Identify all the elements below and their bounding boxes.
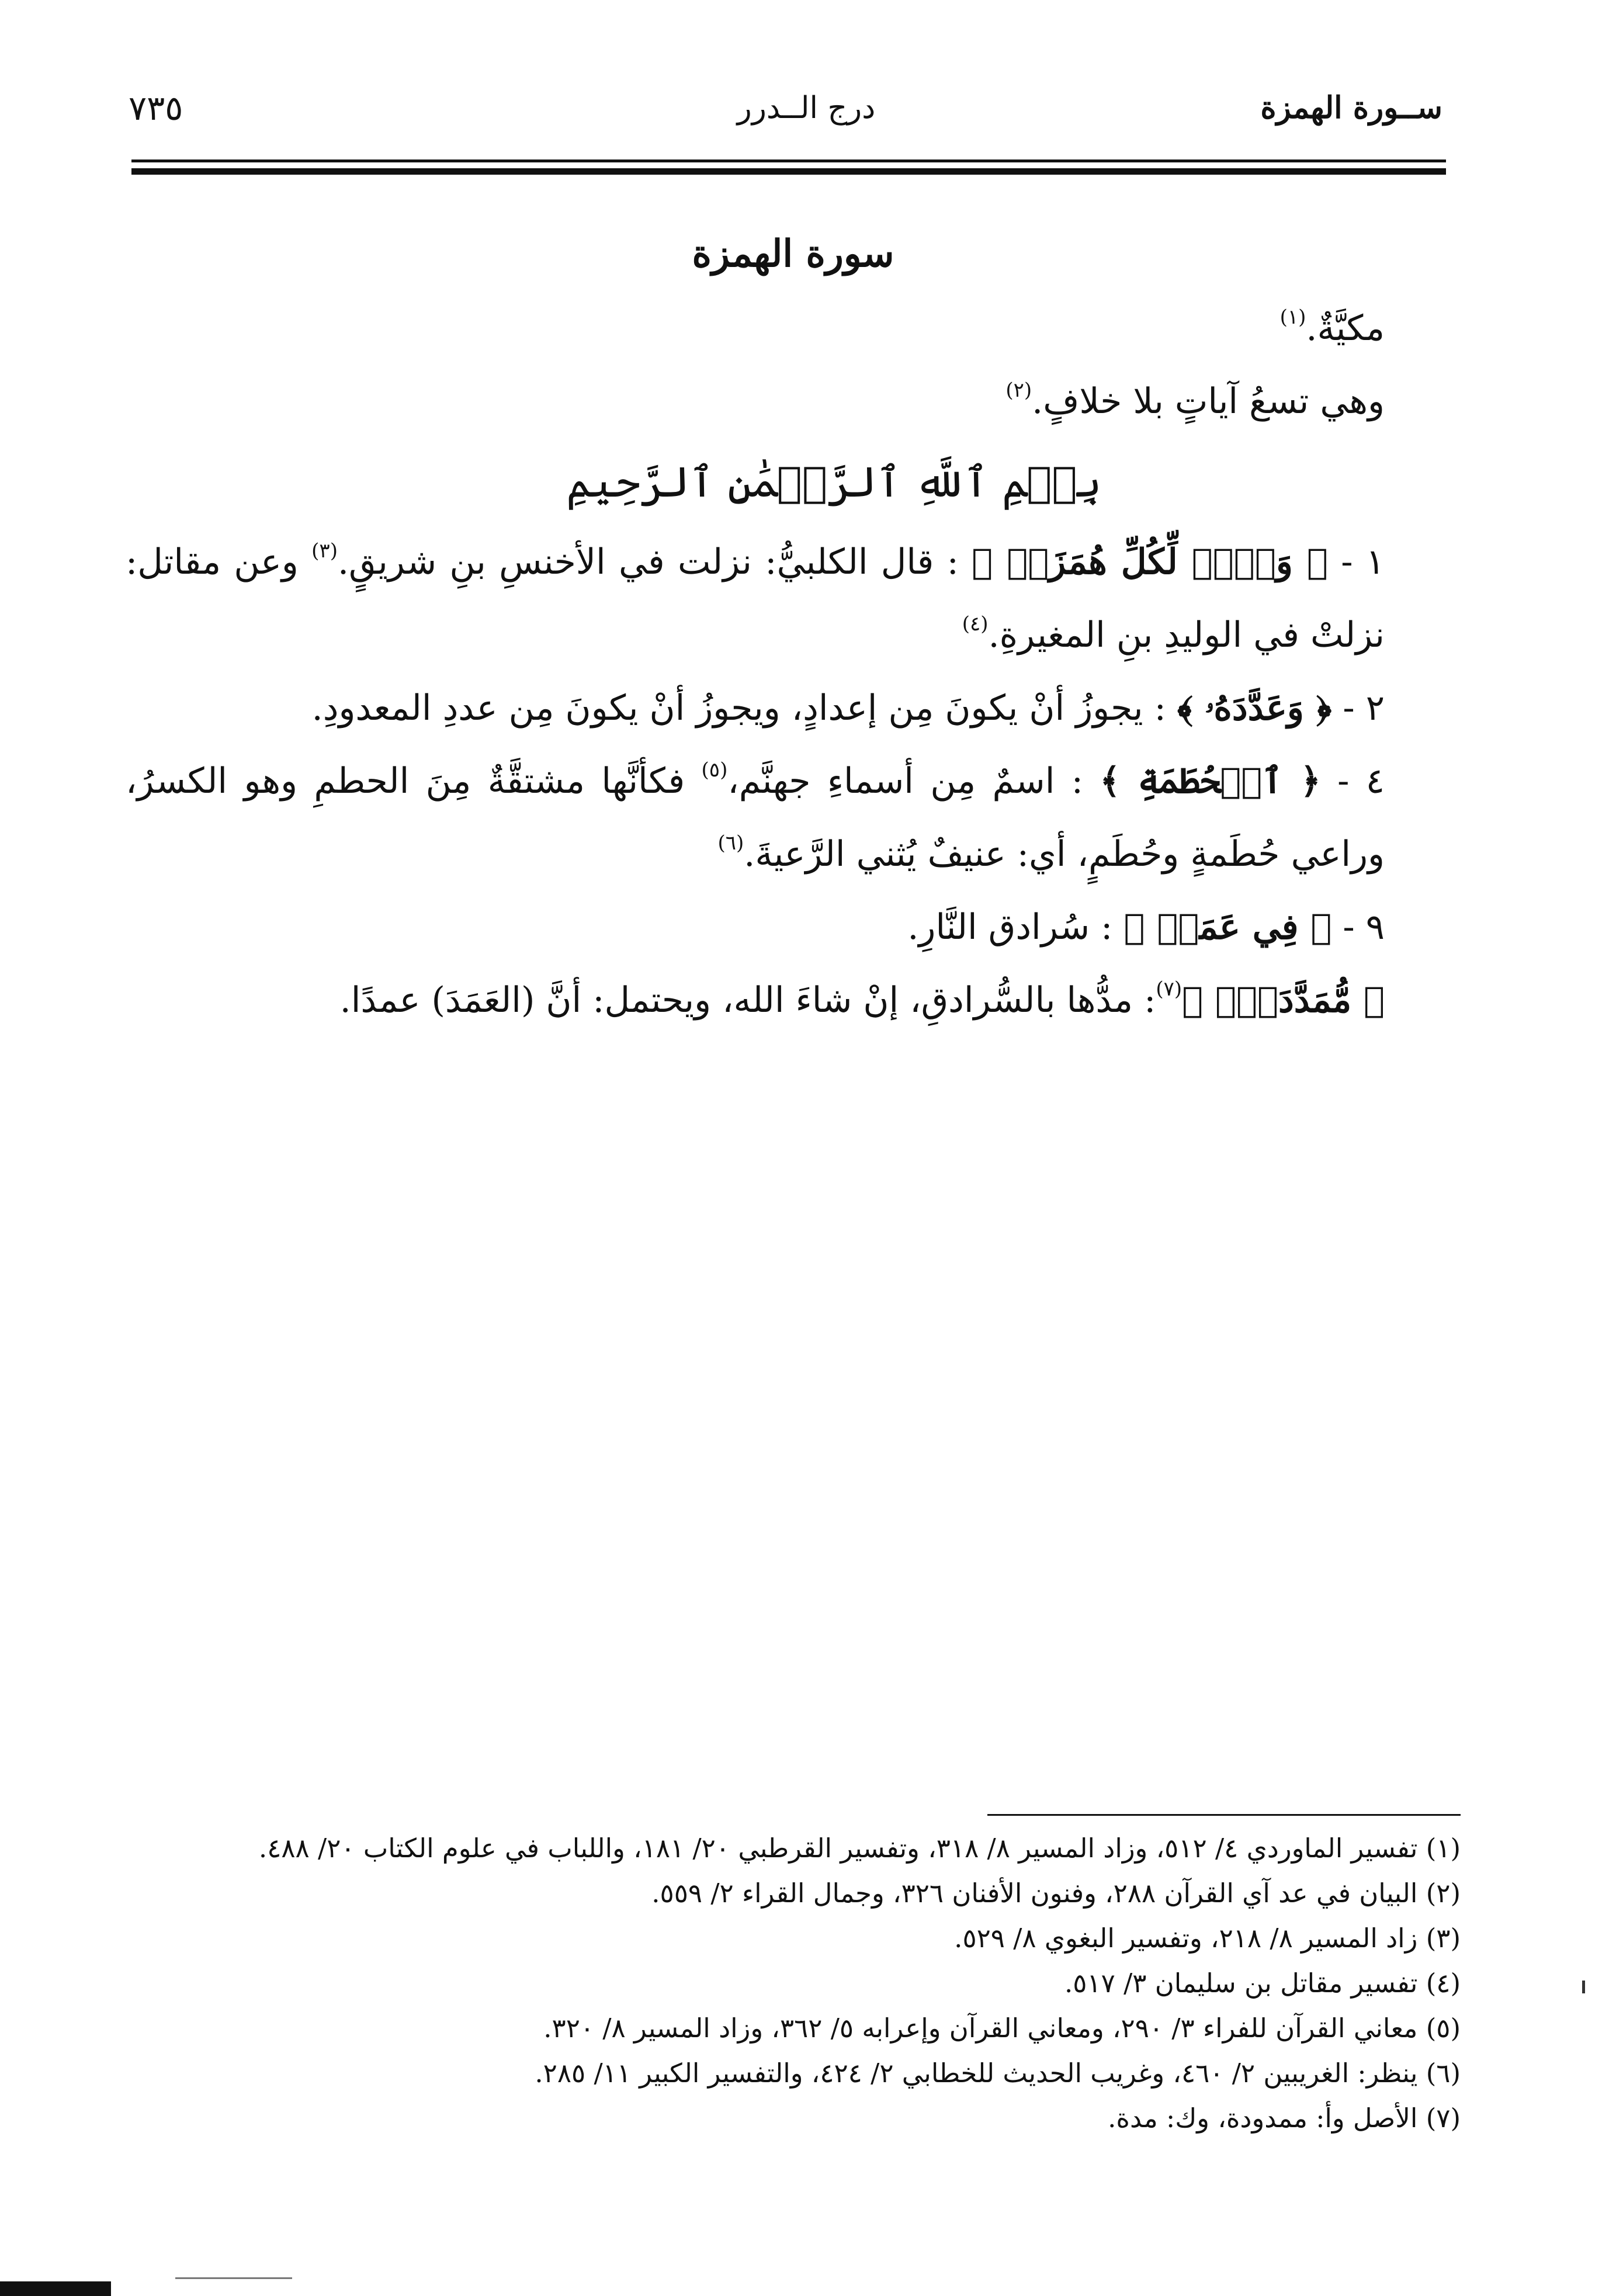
footnote-ref-5: (٥) (701, 758, 728, 782)
makki-text: مكيَّةٌ. (1306, 308, 1385, 349)
page-number: ٧٣٥ (129, 88, 183, 128)
verse-2-commentary (126, 672, 1461, 745)
scan-edge-mark (0, 2281, 111, 2296)
footnote-ref-6: (٦) (717, 831, 744, 855)
verse-1-text-a: : قال الكلبيُّ: نزلت في الأخنسِ بنِ شريقٍ. (337, 542, 972, 582)
surah-title: سورة الهمزة (692, 232, 894, 276)
footnote-1: (١) تفسير الماوردي ٤/ ٥١٢، وزاد المسير ٨/ ٣١٨، وتفسير القرطبي ٢٠/ ١٨١، واللباب في علوم الكتاب ٢٠/ ٤٨٨. (258, 1833, 1461, 1864)
footnote-4: (٤) تفسير مقاتل بن سليمان ٣/ ٥١٧. (1064, 1968, 1461, 1999)
verse-4-number: ٤ - (1320, 761, 1385, 802)
verse-9-commentary (126, 891, 1461, 964)
footnote-separator (987, 1814, 1461, 1816)
footnote-ref-3: (٣) (311, 539, 338, 563)
verse-9b-text: : مدُّها بالسُّرادقِ، إنْ شاءَ الله، ويحتمل: أنَّ (العَمَدَ) عمدًا. (339, 980, 1156, 1021)
verse-4-quote: ﴿ ٱلۡحُطَمَةِ ﴾ (1100, 761, 1321, 802)
verse-1-text-b: وعن مقاتل: نزلتْ في الوليدِ بنِ المغيرةِ. (126, 542, 1385, 655)
verse-4-text-b: فكأنَّها مشتقَّةٌ مِنَ الحطمِ وهو الكسرُ، وراعي حُطَمةٍ وحُطَمٍ، أي: عنيفٌ يُثني الرَّعيةَ. (126, 761, 1385, 875)
scan-line-mark (175, 2277, 292, 2279)
verse-1-commentary (126, 526, 1461, 672)
verse-9-continued (126, 964, 1461, 1037)
footnote-6: (٦) ينظر: الغريبين ٢/ ٤٦٠، وغريب الحديث للخطابي ٢/ ٤٢٤، والتفسير الكبير ١١/ ٢٨٥. (535, 2058, 1461, 2089)
footnote-ref-4: (٤) (962, 612, 989, 636)
verse-9-quote: ﴿ فِي عَمَدٖ ﴾ (1123, 907, 1332, 948)
verse-1-number: ١ - (1327, 542, 1385, 582)
footnote-ref-2: (٢) (1005, 379, 1032, 402)
ayat-count-text: وهي تسعُ آياتٍ بلا خلافٍ. (1032, 381, 1385, 422)
running-header-surah: ســورة الهمزة (1260, 90, 1442, 126)
footnote-ref-7: (٧) (1156, 977, 1183, 1001)
footnotes (126, 1826, 1461, 2141)
running-header-book-title: درج الــدرر (737, 91, 876, 126)
verse-1-quote: ﴿ وَيۡلٞ لِّكُلِّ هُمَزَةٖ ﴾ (972, 542, 1328, 582)
header-rule-thin (131, 159, 1446, 162)
header-rule-thick (131, 168, 1446, 175)
verse-4-commentary (126, 745, 1461, 891)
footnote-3: (٣) زاد المسير ٨/ ٢١٨، وتفسير البغوي ٨/ ٥٢٩. (954, 1923, 1461, 1954)
ayat-count-line (126, 365, 1461, 438)
verse-9b-quote: ﴿ مُّمَدَّدَةِۭ ﴾ (1182, 980, 1385, 1021)
verse-2-number: ٢ - (1331, 688, 1385, 729)
verse-9-number: ٩ - (1331, 907, 1385, 948)
basmala: بِسۡمِ ٱللَّهِ ٱلرَّحۡمَٰنِ ٱلرَّحِيمِ (566, 457, 1102, 507)
footnote-5: (٥) معاني القرآن للفراء ٣/ ٢٩٠، ومعاني القرآن وإعرابه ٥/ ٣٦٢، وزاد المسير ٨/ ٣٢٠. (543, 2013, 1461, 2044)
verse-4-text-a: : اسمٌ مِن أسماءِ جهنَّم، (727, 761, 1100, 802)
footnote-2: (٢) البيان في عد آي القرآن ٢٨٨، وفنون الأفنان ٣٢٦، وجمال القراء ٢/ ٥٥٩. (651, 1878, 1461, 1909)
makki-line (126, 292, 1461, 365)
main-text (126, 216, 1461, 1037)
verse-2-quote: ﴿ وَعَدَّدَهُۥ ﴾ (1177, 688, 1332, 729)
verse-2-text: : يجوزُ أنْ يكونَ مِن إعدادٍ، ويجوزُ أنْ يكونَ مِن عددِ المعدودِ. (311, 688, 1177, 729)
verse-9-text: : سُرادق النَّارِ. (907, 907, 1124, 948)
footnote-7: (٧) الأصل وأ: ممدودة، وك: مدة. (1108, 2103, 1461, 2134)
footnote-ref-1: (١) (1279, 306, 1306, 329)
scan-tick-mark (1582, 1981, 1585, 1993)
